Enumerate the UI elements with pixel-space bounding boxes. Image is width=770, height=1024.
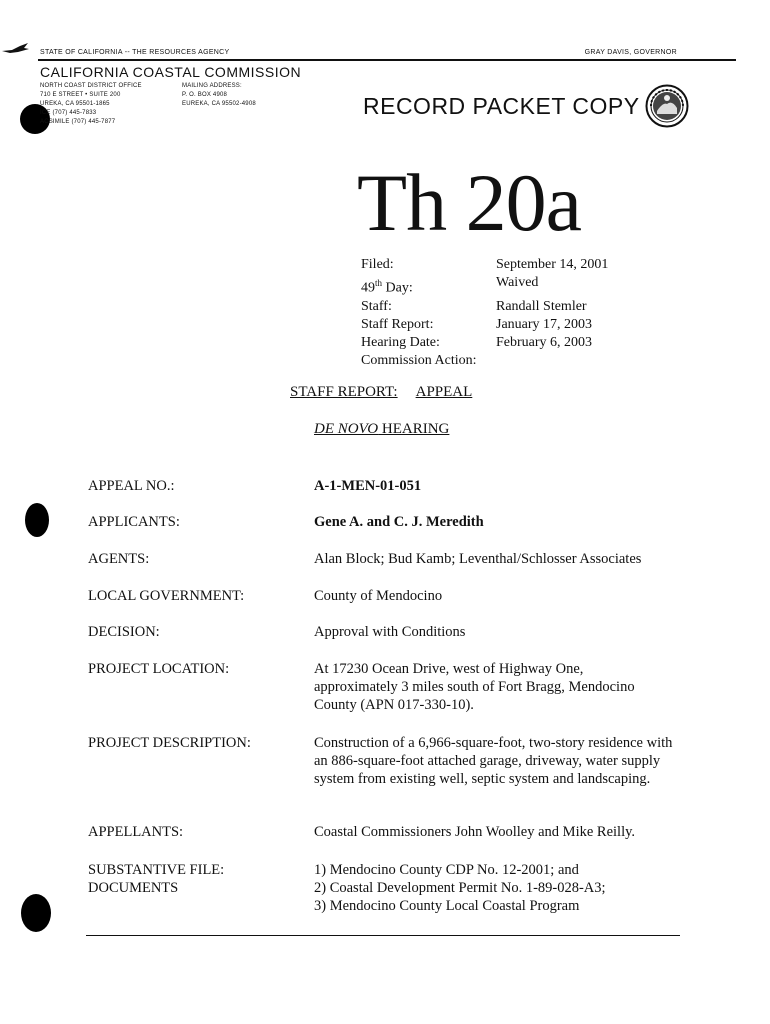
office-name: NORTH COAST DISTRICT OFFICE <box>40 83 142 89</box>
field-label: DECISION: <box>88 624 160 640</box>
field-substantive-file-documents <box>88 861 688 915</box>
de-novo-hearing <box>314 421 449 438</box>
appeal-label: APPEAL <box>415 384 473 400</box>
label-line-1: SUBSTANTIVE FILE: <box>88 862 225 878</box>
list-item: 1) Mendocino County CDP No. 12-2001; and <box>314 862 579 878</box>
office-street: 710 E STREET • SUITE 200 <box>40 92 121 98</box>
filing-info <box>361 256 608 370</box>
field-decision <box>88 623 688 641</box>
bird-icon <box>2 42 30 56</box>
punch-hole-middle <box>25 503 49 537</box>
punch-hole-bottom <box>21 894 51 932</box>
project-location-value: At 17230 Ocean Drive, west of Highway One, approximately 3 miles south of Fort Bragg, Mendocino County (APN 017-330-10). <box>314 661 635 713</box>
field-label: AGENTS: <box>88 551 150 567</box>
district-office-address <box>40 82 180 127</box>
filing-row <box>361 352 608 370</box>
field-applicants <box>88 513 688 531</box>
appellants-value: Coastal Commissioners John Woolley and Mike Reilly. <box>314 824 636 840</box>
filing-row <box>361 316 608 334</box>
field-label: APPEAL NO.: <box>88 478 175 494</box>
field-project-description <box>88 734 688 788</box>
filing-value: January 17, 2003 <box>496 316 593 332</box>
documents-list <box>314 861 684 915</box>
letterhead-rule <box>38 59 736 61</box>
mailing-city: EUREKA, CA 95502-4908 <box>182 101 256 107</box>
list-item: 3) Mendocino County Local Coastal Program <box>314 898 580 914</box>
filing-label: Staff: <box>361 298 392 314</box>
local-government-value: County of Mendocino <box>314 588 443 604</box>
filing-row <box>361 334 608 352</box>
field-label: PROJECT DESCRIPTION: <box>88 735 251 751</box>
field-project-location <box>88 660 688 714</box>
filing-label: Staff Report: <box>361 316 434 332</box>
de-novo-italic: DE NOVO <box>314 421 379 437</box>
list-item: 2) Coastal Development Permit No. 1-89-028-A3; <box>314 880 606 896</box>
staff-report-title <box>290 384 472 401</box>
applicants-value: Gene A. and C. J. Meredith <box>314 514 484 530</box>
office-fax: ACSIMILE (707) 445-7877 <box>40 119 116 125</box>
filing-label: 49th Day: <box>361 278 413 296</box>
field-label: LOCAL GOVERNMENT: <box>88 588 245 604</box>
field-appeal-no <box>88 477 688 495</box>
appeal-number: A-1-MEN-01-051 <box>314 478 422 494</box>
mailing-label: MAILING ADDRESS: <box>182 83 242 89</box>
ordinal-suffix: th <box>375 278 383 288</box>
office-city: UREKA, CA 95501-1865 <box>40 101 110 107</box>
state-seal-icon <box>645 84 689 128</box>
mailing-address <box>182 82 302 109</box>
filing-label: Filed: <box>361 257 394 272</box>
state-agency-line: STATE OF CALIFORNIA -- THE RESOURCES AGENCY <box>40 49 230 56</box>
filing-value: September 14, 2001 <box>496 257 609 272</box>
label-line-2: DOCUMENTS <box>88 880 179 896</box>
filing-row <box>361 274 608 298</box>
filing-label: Hearing Date: <box>361 334 440 350</box>
governor-line: GRAY DAVIS, GOVERNOR <box>584 49 677 56</box>
bottom-rule <box>86 935 680 936</box>
field-appellants <box>88 823 688 841</box>
field-agents <box>88 550 688 568</box>
filing-value: February 6, 2003 <box>496 334 593 350</box>
field-local-government <box>88 587 688 605</box>
filing-value: Randall Stemler <box>496 298 587 314</box>
field-label: APPELLANTS: <box>88 824 184 840</box>
commission-name: CALIFORNIA COASTAL COMMISSION <box>40 64 302 80</box>
field-label <box>88 861 314 915</box>
agenda-item-number: Th 20a <box>357 157 581 248</box>
office-phone: ICE (707) 445-7833 <box>40 110 97 116</box>
mailing-box: P. O. BOX 4908 <box>182 92 228 98</box>
project-description-value: Construction of a 6,966-square-foot, two-story residence with an 886-square-foot attached garage, driveway, water supply system from existing well, septic system and landscaping. <box>314 735 673 787</box>
filing-value: Waived <box>496 275 539 290</box>
agents-value: Alan Block; Bud Kamb; Leventhal/Schlosser Associates <box>314 551 642 567</box>
field-label: APPLICANTS: <box>88 514 180 530</box>
hearing-word: HEARING <box>378 421 450 437</box>
filing-row <box>361 256 608 274</box>
staff-report-label: STAFF REPORT: <box>290 384 398 400</box>
field-label: PROJECT LOCATION: <box>88 661 230 677</box>
filing-row <box>361 298 608 316</box>
filing-label: Commission Action: <box>361 352 477 368</box>
decision-value: Approval with Conditions <box>314 624 466 640</box>
record-packet-stamp: RECORD PACKET COPY <box>363 93 640 119</box>
